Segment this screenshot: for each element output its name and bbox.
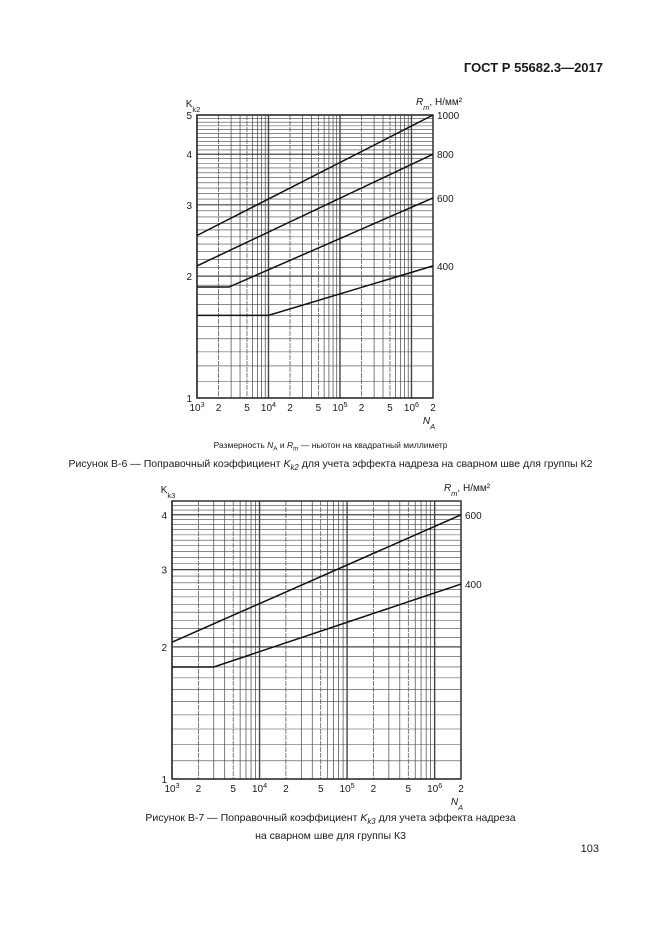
y-tick-label: 4 [161, 510, 167, 522]
figure-caption-b6: Рисунок В-6 — Поправочный коэффициент $K_{k2}$ для учета эффекта надреза на сварном шве для группы К2 [68, 458, 593, 473]
y-tick-label: 2 [161, 642, 167, 654]
series-label-rm-400: 400 [465, 580, 482, 592]
x-tick-label: 5 [405, 784, 412, 795]
figure-caption-b7: Рисунок В-7 — Поправочный коэффициент $K_{k3}$ для учета эффекта надреза на сварном шве для группы К3 [145, 812, 516, 843]
series-label-rm-400: 400 [437, 261, 454, 273]
y-tick-label: 3 [161, 565, 167, 577]
series-label-rm-800: 800 [437, 150, 454, 162]
x-tick-label: 5 [387, 403, 393, 414]
x-tick-label: 2 [358, 403, 365, 414]
plot-frame [172, 501, 461, 779]
x-tick-label: $10^6$ [427, 780, 443, 795]
y-tick-label: 4 [186, 150, 192, 162]
y-tick-label: 2 [186, 272, 192, 284]
y-tick-label: 3 [186, 200, 192, 212]
document-code: ГОСТ Р 55682.3—2017 [463, 60, 603, 75]
x-tick-label: 2 [458, 784, 464, 795]
x-tick-label: 2 [215, 403, 222, 414]
x-tick-label: $10^4$ [260, 399, 277, 414]
x-tick-label: $10^5$ [332, 399, 348, 414]
series-label-rm-600: 600 [465, 510, 482, 522]
x-tick-label: $10^6$ [403, 399, 420, 414]
x-tick-label: 2 [287, 403, 293, 414]
chart-k3 [0, 476, 661, 812]
x-tick-label: $10^5$ [339, 780, 355, 795]
x-tick-label: 2 [370, 784, 377, 795]
y-tick-label: 5 [186, 111, 192, 122]
x-tick-label: $10^4$ [251, 780, 268, 795]
dimension-note: Размерность $N_A$ и $R_m$ — ньютон на квадратный миллиметр [213, 440, 448, 453]
series-line-rm-600 [197, 198, 433, 287]
x-tick-label: 2 [430, 403, 436, 414]
series-line-rm-400 [197, 266, 433, 316]
x-tick-label: 5 [230, 784, 236, 795]
x-axis-label: $N_A$ [450, 797, 464, 812]
series-line-rm-400 [172, 584, 461, 667]
x-tick-label: 2 [283, 784, 289, 795]
series-line-rm-1000 [197, 115, 433, 236]
series-label-rm-600: 600 [437, 193, 454, 205]
x-tick-label: $10^3$ [164, 780, 180, 795]
page-number: 103 [580, 843, 599, 855]
x-tick-label: 5 [244, 403, 250, 414]
y-tick-label: 1 [186, 394, 192, 405]
rm-axis-label: $R_m$, Н/мм² [443, 483, 491, 498]
x-tick-label: 5 [317, 784, 324, 795]
x-tick-label: $10^3$ [189, 399, 205, 414]
x-tick-label: 5 [315, 403, 322, 414]
series-line-rm-600 [172, 515, 461, 642]
series-label-rm-1000: 1000 [437, 111, 460, 122]
plot-frame [197, 115, 433, 398]
y-tick-label: 1 [161, 775, 167, 786]
y-axis-label-k2: $K_{k2}$ [185, 99, 201, 114]
rm-axis-label: $R_m$, Н/мм² [415, 97, 463, 112]
chart-k2 [0, 0, 661, 440]
x-axis-label: $N_A$ [422, 416, 436, 431]
y-axis-label-k3: $K_{k3}$ [160, 485, 176, 500]
x-tick-label: 2 [195, 784, 202, 795]
